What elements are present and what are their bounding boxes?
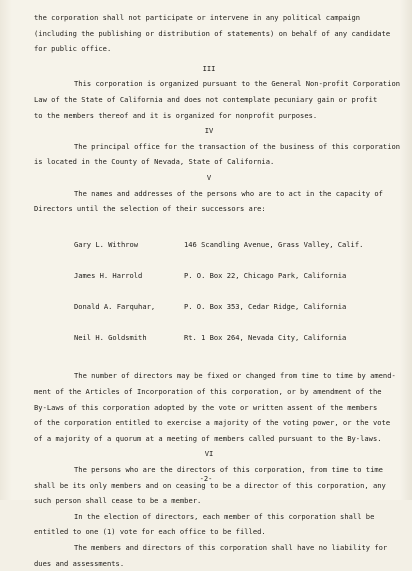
director-address: P. O. Box 22, Chicago Park, California <box>184 270 347 280</box>
text-line: In the election of directors, each member of this corporation shall be <box>74 511 375 521</box>
text-line: of a majority of a quorum at a meeting of members called pursuant to the By-laws. <box>34 433 382 443</box>
director-address: P. O. Box 353, Cedar Ridge, California <box>184 301 347 311</box>
text-line: such person shall cease to be a member. <box>34 496 202 506</box>
text-line: for public office. <box>34 44 112 54</box>
text-line: The persons who are the directors of this corporation, from time to time <box>74 464 383 474</box>
text-line: shall be its only members and on ceasing to be a director of this corporation, any <box>34 480 386 490</box>
directors-list <box>34 219 384 365</box>
text-line: The members and directors of this corporation shall have no liability for <box>74 542 388 552</box>
section-numeral-vi: VI <box>204 449 214 459</box>
text-line: to the members thereof and it is organized for nonprofit purposes. <box>34 110 318 120</box>
director-names <box>74 219 184 365</box>
text-line: Law of the State of California and does not contemplate pecuniary gain or profit <box>34 94 378 104</box>
director-name: Neil H. Goldsmith <box>74 333 147 343</box>
text-line: dues and assessments. <box>34 558 125 568</box>
text-line: The number of directors may be fixed or changed from time to time by amend- <box>74 371 396 381</box>
director-name: James H. Harrold <box>74 270 143 280</box>
text-line: The names and addresses of the persons who are to act in the capacity of <box>74 188 383 198</box>
text-line: The principal office for the transaction of the business of this corporation <box>74 141 401 151</box>
director-addresses <box>184 219 363 365</box>
page-number: -2- <box>199 474 213 483</box>
text-line: (including the publishing or distribution of statements) on behalf of any candidate <box>34 28 391 38</box>
section-numeral-iii: III <box>202 63 216 73</box>
text-line: is located in the County of Nevada, State of California. <box>34 157 275 167</box>
text-line: By-Laws of this corporation adopted by the vote or written assent of the members <box>34 402 378 412</box>
text-line: ment of the Articles of Incorporation of this corporation, or by amendment of the <box>34 387 382 396</box>
text-line: This corporation is organized pursuant to the General Non-profit Corporation <box>74 79 401 89</box>
text-line: entitled to one (1) vote for each office to be filled. <box>34 527 266 537</box>
section-numeral-iv: IV <box>204 126 214 136</box>
director-address: 146 Scandling Avenue, Grass Valley, Calif. <box>184 239 364 249</box>
director-address: Rt. 1 Box 264, Nevada City, California <box>184 333 347 343</box>
text-line: of the corporation entitled to exercise a majority of the voting power, or the vote <box>34 418 391 428</box>
director-name: Donald A. Farquhar, <box>74 301 156 311</box>
director-name: Gary L. Withrow <box>74 239 139 249</box>
text-line: the corporation shall not participate or intervene in any political campaign <box>34 13 361 22</box>
text-line: Directors until the selection of their successors are: <box>34 204 266 214</box>
section-numeral-v: V <box>206 172 212 182</box>
